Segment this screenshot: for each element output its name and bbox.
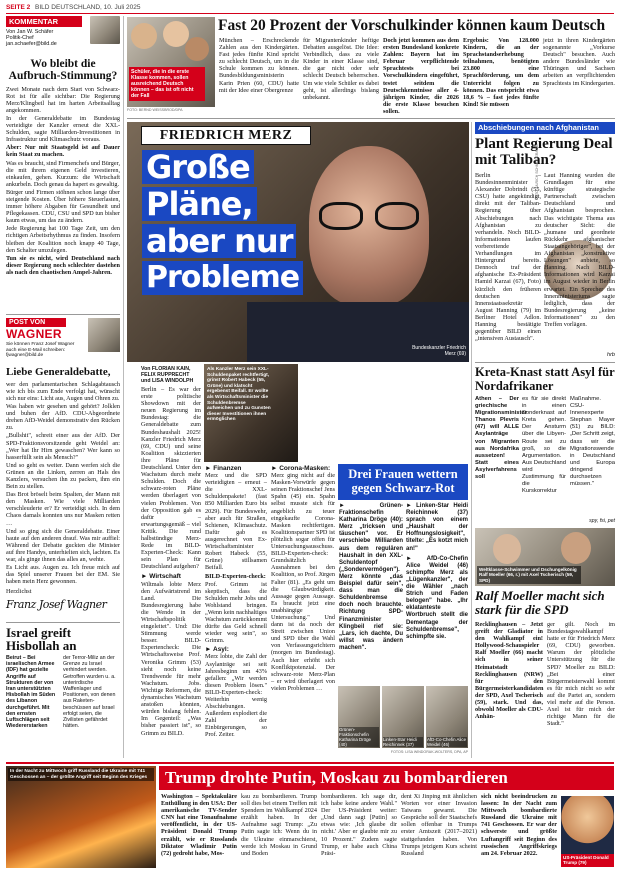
post-para: Das Brot bröselt beim Spalten, der Mann mit den Masken. Wie viele Milliarden verschleuderte er? Er verteidigt sich. In dem Chaos damals konnten uns nur Masken retten … (6, 491, 120, 527)
taliban-headline: Plant Regierung Deal mit Taliban? (475, 136, 613, 168)
merz-headline-line: Pläne, (142, 187, 257, 221)
trump-col5: sich nicht beeindrucken zu lassen: In der Nacht zum Mittwoch bombardierte Russland die Ukraine mit 741 Geschossen. Er war der schwerste und größte Luftangriff seit Beginn des russischen Angriffskriegs am 24. Februar 2022. (481, 793, 557, 857)
trump-col4: dent Xi Jinping mit ähnlichen Worten vor einer Invasion Taiwans gewarnt. Die Gespräche soll der Staatschefs sollen offenbar in Trumps erster Amtszeit (2017–2021) stattgefunden haben. Von Trumps jetzigem Kurs scheint Russland (401, 793, 477, 857)
weidel-photo (426, 686, 468, 748)
kreta-col2: es für sie direkt in einen Sonderknast auf Kreta gehen. Der Ansturm über die Libyen-Route sei zu groß, so die Argumentation. Aus Deutschland wird Zustimmung für die Kurskorrektur (522, 396, 566, 495)
kreta-headline: Kreta-Knast statt Asyl für Nordafrikaner (475, 365, 615, 393)
kreta-col3: Maßnahme. CSU-Innenexperte Stephan Mayer (51) zu BILD: „Der Schritt zeigt, dass wir die Migrationswende in Deutschland und Europa dringend durchsetzen müssen." (570, 396, 615, 488)
kommentar-para: Was es braucht, sind Firmenchefs und Bürger, die mit ihrem eigenen Geld investieren, einkaufen, gehen. Kurzum: die Wirtschaft ankurbeln. Doch genau da hapert es gewaltig. (6, 159, 120, 188)
merz-headline-line: aber nur (142, 224, 296, 258)
taliban-col1: Berlin – Bundesinnenminister Alexander Dobrindt (55, CSU) hatte angekündigt, direkt mit der Taliban-Regierung über Abschiebungen nach Afghanistan zu verhandeln. Noch BILD-Informationen laufen vorbereitende Verhandlungen im Hintergrund bereits. Dennoch traf der afghanische Ex-Präsident Hamid Karzai (67), Foto) kürzlich den früheren deutschen Innenstaatssekretär August Hanning (79) im Berliner Hotel Adlon. Hanning bestätigte gegenüber BILD einen „intensiven Austausch". (475, 172, 541, 343)
merz-sub-check: BILD-Experten-check: (205, 573, 266, 581)
israel-headline: Israel greift Hisbollah an (6, 625, 77, 653)
merz-sub-wirtschaft: ► Wirtschaft (141, 573, 181, 581)
kommentar-section (6, 16, 120, 310)
merz-col1-text: Berlin – Es war der erste politische Showdown mit der neuen Regierung im Bundestag: die Generaldebatte zum Bundeshaushalt 2025! Kanzler Friedrich Merz (69, CDU) und seine Koalition skizzierten ihre Pläne für Deutschland. Unter den Wachstum durch mehr Schulden. Doch die schwarz-roten Pläne werden überlagert von vielen Problemen. Von der Opposition gab es dafür – erwartungsgemäß – viel Kritik. Die rund halbstündige Merz-Rede im BILD-Experten-Check: Kann sein Plan für Deutschland aufgehen? (141, 386, 201, 571)
weidel-caption: AfD-Co-Chefin Alice Weidel (46) (427, 737, 467, 747)
top-col5: jetzt in ihren Kindergärten sogenannte „Vorkurse Deutsch" besuchen. Auch andere Bundesländer wie Thüringen und Sachsen arbeiten an verpflichtenden Sprachtests im Kindergarten. (543, 37, 615, 87)
frauen-headline: Drei Frauen wettern gegen Schwarz-Rot (348, 467, 458, 495)
kommentar-email[interactable]: jan.schaefer@bild.de (6, 41, 57, 48)
post-label: POST VON (6, 318, 66, 327)
trump-section (6, 766, 614, 870)
top-col1: München – Erschreckende Zahlen aus den Kindergärten. Fast jedes fünfte Kind spricht zu schlecht Deutsch, um in die Schule kommen zu können. Bundesbildungsministerin Karin Prien (60, CDU) hatte mit der Idee einer Obergrenze (219, 37, 299, 94)
kommentar-role: Politik-Chef (6, 35, 34, 42)
merz-headline-line: Probleme (142, 261, 303, 295)
merz-col3-text: Merz ging nicht auf die Masken-Vorwürfe gegen seinen Fraktionschef Jens Spahn (45) ein. Spahn selbst musste sich für angeblich zu teuer eingekaufte Corona-Masken rechtfertigen. Koalitionspartner SPD ist plötzlich sogar offen für Untersuchungsausschuss. BILD-Experten-check: Grundsätzlich Ausnahmen bei den Koalition, so Prof. Jürgen Falter (81). „Es geht um die Glaubwürdigkeit. Aussage gegen Aussage. Es braucht jetzt eine unabhängige Untersuchung." Und dann ist da noch der Streit zwischen Union und SPD über die Wahl von Verfassungsrichtern (morgen im Bundestag). Auch hier erhöht sich Konfliktpotenzial. Der schwarz-rote Merz-Plan – er wird überlagert von vielen Problemen … (271, 472, 335, 692)
taliban-kicker: Abschiebungen nach Afghanistan (475, 122, 615, 134)
post-para: wer den parlamentarischen Schlagabtausch wie ich bis zum Ende verfolgt hat, wünscht sich nur eins: Licht aus, Augen und Ohren zu. (6, 380, 120, 402)
top-photo-credit: FOTO: BERND WEISSBROD/DPA (127, 108, 183, 112)
moeller-headline: Ralf Moeller macht sich stark für die SPD (475, 588, 605, 617)
post-para: Und so ging sich die Generaldebatte. Einer haute auf den anderen drauf. Was mir auffiel: Während der Debatte guckten die Minister auf ihre Handys, unterhielten sich, lachten. Es war, als ginge ihnen das alles an, wehte. (6, 527, 120, 564)
frauen-photos (338, 686, 468, 748)
moeller-caption: Weltklasse-Schwimmer und Dschungelkönig Ralf Moeller (66, r.) mit Axel Tscherisch (59, SPD) (477, 566, 581, 584)
reichinnek-caption: Linken-Star Heidi Reichinnek (37) (383, 737, 423, 747)
wagner-avatar (88, 318, 120, 352)
glasses-shape (319, 202, 363, 230)
taliban-vertical-credit: FOTO: ULRICH SCHNEIDER/DPA (535, 144, 539, 200)
kommentar-para: Bürger und Firmen stöhnen schon lange über steigende Kosten. Über höhere Steuerlasten, immer höhere Abgaben für Gesundheit und Pflegekassen. CDU, CSU und SPD tun bisher kaum etwas, um das zu ändern. (6, 188, 120, 225)
frauen-colB (406, 503, 468, 683)
top-col3: Doch jetzt kommen aus dem ersten Bundesland konkrete Zahlen: Bayern hat im Februar verpflichtende Sprachtests bei Vorschulkindern eingeführt, testet seitdem die Deutschkenntnisse aller 4-jährigen Kinder, die 2026 die erste Klasse besuchen sollen. (383, 37, 459, 115)
merz-kicker: FRIEDRICH MERZ (141, 126, 311, 145)
page-masthead (6, 3, 306, 13)
droege-photo (338, 686, 380, 748)
israel-body: der Terror-Miliz an der Grenze zu Israel verhindert werden. Getroffen wurden u. a. unterirdische Waffenlager und Positionen, von denen aus Raketen-beschüssen auf Israel erfolgt seien, die Zivilisten gefährdet hätten. (63, 655, 116, 730)
schoolchildren-photo (127, 17, 215, 107)
byline-line: FELIX RUPPRECHT (141, 372, 190, 378)
taliban-col2: Laut Hanning wurden die Grundlagen für eine künftige strategische Partnerschaft zwischen Deutschland und Afghanistan besprochen. Das wichtigste Thema aus deutscher Sicht: die „humane und geordnete Rückkehr afghanischer Staatsangehöriger", bei der Afghanistan „konstruktive Lösungen" anbiete, so Hanning. Nach BILD-Informationen wird Karzai im August wieder in Berlin erwartet. Ein Sprecher des Innenministeriums sagte lediglich, dass der Bundesregierung „keine Informationen" zu den Treffen vorlägen. (544, 172, 615, 328)
post-para: Und so geht es weiter. Dann werfen sich die Grünen an die Linken, zerren an Hals des Kanzlers, versuchen ihn zu packen, ihm ein Bein zu stellen. (6, 461, 120, 491)
habeck-inset-photo (204, 364, 298, 462)
top-headline: Fast 20 Prozent der Vorschulkinder können kaum Deutsch (218, 17, 606, 34)
author-avatar (90, 16, 120, 44)
wagner-signature: Franz Josef Wagner (6, 597, 107, 611)
frauen-reichinnek: ► Linken-Star Heidi Reichinnek (37) sprach von einem „Haushalt der Hoffnungslosigkeit", titelte: „Es kotzt mich an!" (406, 503, 468, 552)
kommentar-headline: Wo bleibt die Aufbruch-Stimmung? (8, 57, 118, 82)
taliban-author: hrb (607, 352, 615, 358)
byline-line: Von FLORIAN KAIN, (141, 366, 191, 372)
merz-sub-asyl: ► Asyl: (205, 646, 229, 654)
merz-col1 (141, 386, 201, 758)
post-name: WAGNER (6, 327, 62, 341)
moeller-photo (475, 528, 615, 586)
droege-caption: Grünen-Fraktionschefin Katharina Dröge (40) (339, 727, 379, 747)
trump-headline: Trump drohte Putin, Moskau zu bombardieren (165, 768, 508, 787)
post-headline: Liebe Generaldebatte, (6, 365, 111, 378)
frauen-credit: FOTOS: LISA WINDORAK-WOLTERS, DPA, AP (390, 750, 468, 754)
kommentar-para: In der Generaldebatte im Bundestag verteidigte der Kanzler erneut die XXL-Schulden, sagte Milliarden-Investitionen in Infrastruktur und Klimaschutz voraus. (6, 114, 120, 144)
trump-caption: US-Präsident Donald Trump (79) (561, 854, 614, 867)
trump-col2: kau zu bombardieren. Trump soll dies bei einem Treffen mit Spendern im Wahlkampf 2024 erzählt haben. In der Aufnahme sagt Trump: „Zu Putin sagte ich: Wenn du in die Ukraine einmarschierst, werde ich Moskau in Grund und Boden (241, 793, 317, 857)
byline-line: und LISA WINDOLPH (141, 378, 194, 384)
top-col2: für Migrantenkinder heftige Debatten ausgelöst. Die Idee: Verbindlich, dass zu viele Kinder in einer Klasse sind, die gar nicht oder sehr schlecht Deutsch beherrschen. Um wie viele Schüler es dabei geht, ist allerdings bislang unbekannt. (303, 37, 379, 101)
merz-sub-finanzen: ► Finanzen (205, 465, 242, 472)
kreta-author: spy, fsi, pet (589, 518, 615, 524)
merz-col2b-text: Prof. Grimm ist skeptisch, dass die Schulden mehr Jobs und Wohlstand bringen. „Wenn kein nachhaltiges Wachstum zurückkommt dürfte das Geld schnell wieder weg sein", so Grimm. (205, 580, 267, 645)
frauen-colA: ► Grünen-Fraktionschefin Katharina Dröge (40): Merz „tricksen und täuschen" vor. Er verschiebe Milliarden aus dem regulären Haushalt in den XXL-Schuldentopf („Sondervermögen"). Merz könnte „das Beispiel dafür sein", dass man die Schuldenbremse doch noch brauchte. Richtung SPD-Finanzminister Klingbeil rief sie: „Lars, ich dachte, Du willst was ändern machen". (339, 503, 403, 651)
habeck-inset-caption: Als Kanzler Merz sein XXL-Schuldenpaket rechtfertigt, grinst Robert Habeck (55, Grüne) und klatscht ergebenst Beifall. Er wollte als Wirtschaftsminister die Schuldenbremse aufweichen und zu Gunsten dieser Investitionen ihnen ermöglichen (207, 367, 271, 423)
post-para: Was haben wir gesehen und gehört? Jolklen und buhen der AfD. CDU-Abgeordnete drehen AfD-Weidel demonstrativ den Rücken zu. (6, 403, 120, 432)
page-date: BILD DEUTSCHLAND, 10. Juli 2025 (35, 4, 141, 11)
schoolchildren-caption: Schüler, die in die erste Klasse kommen, sollen ausreichend Deutsch können – das ist oft nicht der Fall (129, 67, 205, 101)
merz-photo-caption: Bundeskanzler Friedrich Merz (69) (412, 345, 466, 357)
page-number: SEITE 2 (6, 4, 31, 11)
trump-photo (561, 796, 614, 856)
taliban-col2b (544, 302, 615, 352)
merz-byline (141, 366, 201, 384)
ukraine-attack-photo (6, 766, 156, 868)
merz-col1b-text: Wiltmals lobte Merz den Aufwärtstrend im Land. Die Bundesregierung habe die Wende in der Wirtschaftspolitik eingeleitet". Und: Die Stimmung werde besser. BILD-Expertencheck: Die Wirtschaftsweise Prof. Veronika Grimm (53) sieht noch keine Trendwende für mehr Wachstum. Jobs. Wichtige Reformen, die dynamisches Wachstum anstoßen könnten, würden bislang fehlen. Im Gegenteil: „Was bisher passiert ist", so Grimm zu BILD. (141, 580, 201, 737)
kommentar-para: Zwei Monate nach dem Start von Schwarz-Rot ist für alle sichtbar: Die Regierung Merz/Klingbeil hat im harten Arbeitsalltag angekommen. (6, 85, 120, 114)
post-note: Sie können Franz Josef Wagner auch eine E-Mail schreiben: fjwagner@bild.de (6, 342, 75, 359)
merz-headline (142, 150, 312, 295)
merz-col3 (271, 465, 335, 758)
post-para: Es Licht aus. Augen zu. Ich freue mich auf das Spiel unserer Frauen bei der EM. Sie haben mein Herz gewonnen. (6, 564, 120, 586)
kommentar-para: Aber: Nur mit Staatsgeld ist auf Dauer kein Staat zu machen. (6, 144, 120, 159)
merz-sub-masken: ► Corona-Masken: (271, 465, 331, 472)
merz-col2a-text: Merz und die SPD verteidigten – erneut – die XXL-Schuldenpakete! (fast 850 Milliarden Euro bis 2029). Für Bundeswehr, aber auch für Straßen, Schienen, Klimaschutz. Dafür gab es ausgerechnet von Ex-Wirtschaftsminister Robert Habeck (55, Grüne) stillsamen Beifall. (205, 472, 267, 572)
kommentar-author: Von Jan W. Schäfer (6, 29, 54, 35)
merz-headline-line: Große (142, 150, 254, 184)
merz-col2c-text: Merz lobte, die Zahl der Asylanträge sei seit Jahresbeginn um 43% gefallen: „Wir werden diesen Problem lösen." BILD-Experten-check: Weiterhin wenig Abschiebungen. Außerdem explodiert die Zahl der Einbürgerungen, so Prof. Zeiter. (205, 653, 267, 739)
moeller-col2: ger gilt. Noch im Bundestagswahlkampf hatte er für Friedrich Merz (69, CDU) geworben. Warum der plötzliche Unterstützung für die SPD? Moeller zu BILD: „Bei einer Bürgermeisterwahl kommt es für mich nicht so sehr auf die Partei an, sondern viel mehr auf die Person. Axel ist für mich der richtige Mann für die Stadt." (547, 621, 615, 728)
trump-col1: Washington – Spektakuläre Enthüllung in den USA: Der amerikanische TV-Sender CNN hat eine Tonaufnahme veröffentlicht, in der US-Präsident Donald Trump erzählt, wie er Russlands Diktator Wladimir Putin (72) gedroht habe, Mos- (161, 793, 237, 857)
kommentar-para: Tun sie es nicht, wird Deutschland nach dieser Regierung noch schlechter dastehen als nach den chaotischen Ampel-Jahren. (6, 254, 120, 276)
merz-col2 (205, 465, 267, 758)
frauen-headline-box (338, 464, 468, 500)
top-col4: Ergebnis: Von 128.000 Kindern, die an der Sprachstandserhebung teilnahmen, benötigten 23.800 eine Sprachförderung, um dem Unterricht folgen zu können. Das entspricht etwa 18,6 % – fast jedes fünfte Kind! Sie müssen (463, 37, 539, 108)
reichinnek-photo (382, 686, 424, 748)
trump-headline-box (159, 766, 614, 790)
kommentar-label: KOMMENTAR (6, 16, 82, 27)
kommentar-para: Jede Regierung hat 100 Tage Zeit, um den richtigen Arbeitsrhythmus zu finden. Insofern bleiben der Koalition noch knapp 40 Tage, den Schalter umzulegen. (6, 225, 120, 254)
israel-lead: Beirut – Bei israelischen Armee (IDF) hat gezielte Angriffe auf Strukturen der von Iran unterstützten Hisbollah im Süden des Libanon durchgeführt. Mit den ernsten Luftschlägen seit Wiedererstarken (6, 655, 56, 730)
post-closing: Herzlichst (6, 588, 32, 596)
israel-section (6, 626, 120, 758)
post-para: „Bullshit", schreit einer aus der AfD. Der SPD-Fraktionsvorsitzende geht Weidel an: „Wer hat Ihr Hirn gewaschen? Wer kann so hasserfüllt sein als Mensch?" (6, 432, 120, 461)
trump-col3: bombardieren. Ich sage dir, ich habe keine andere Wahl." Der US-Präsident weiter: „Und dann sagt [Putin] so etwas wie: ,Ich glaube dir nicht.' Aber er glaubte mir zu 10 Prozent." Zudem sagte Trump, er habe auch China Präsi- (321, 793, 397, 857)
ukraine-caption: In der Nacht zu Mittwoch griff Russland die Ukraine mit 741 Geschossen an – der größte Angriff seit Beginn des Krieges (8, 768, 154, 781)
frauen-weidel: ► AfD-Co-Chefin Alice Weidel (46) schimpfte Merz als „Lügenkanzler", der die Wähler „nach Strich und Faden belogen" habe. „Ihr eklatanteste Wortbruch stellt die Dementage der Schuldenbremse", schimpfte sie. (406, 555, 468, 640)
wagner-section (6, 318, 120, 614)
kreta-col1: Athen – Der griechische Migrationsminister Thanos Plevris (47) will ALLE Asylanträge von Migranten aus Nordafrika aussetzen! Statt eines Asylverfahrens soll (475, 396, 527, 481)
moeller-col1: Recklinghausen – Jetzt greift der Gladiator in den Wahlkampf ein! Hollywood-Schauspieler Ralf Moeller (66) macht sich in seiner Heimatstadt Recklinghausen (NRW) für den Bürgermeisterkandidaten der SPD, Axel Tscherisch (59), stark. Und das, obwohl Moeller als CDU-Anhän- (475, 621, 544, 721)
